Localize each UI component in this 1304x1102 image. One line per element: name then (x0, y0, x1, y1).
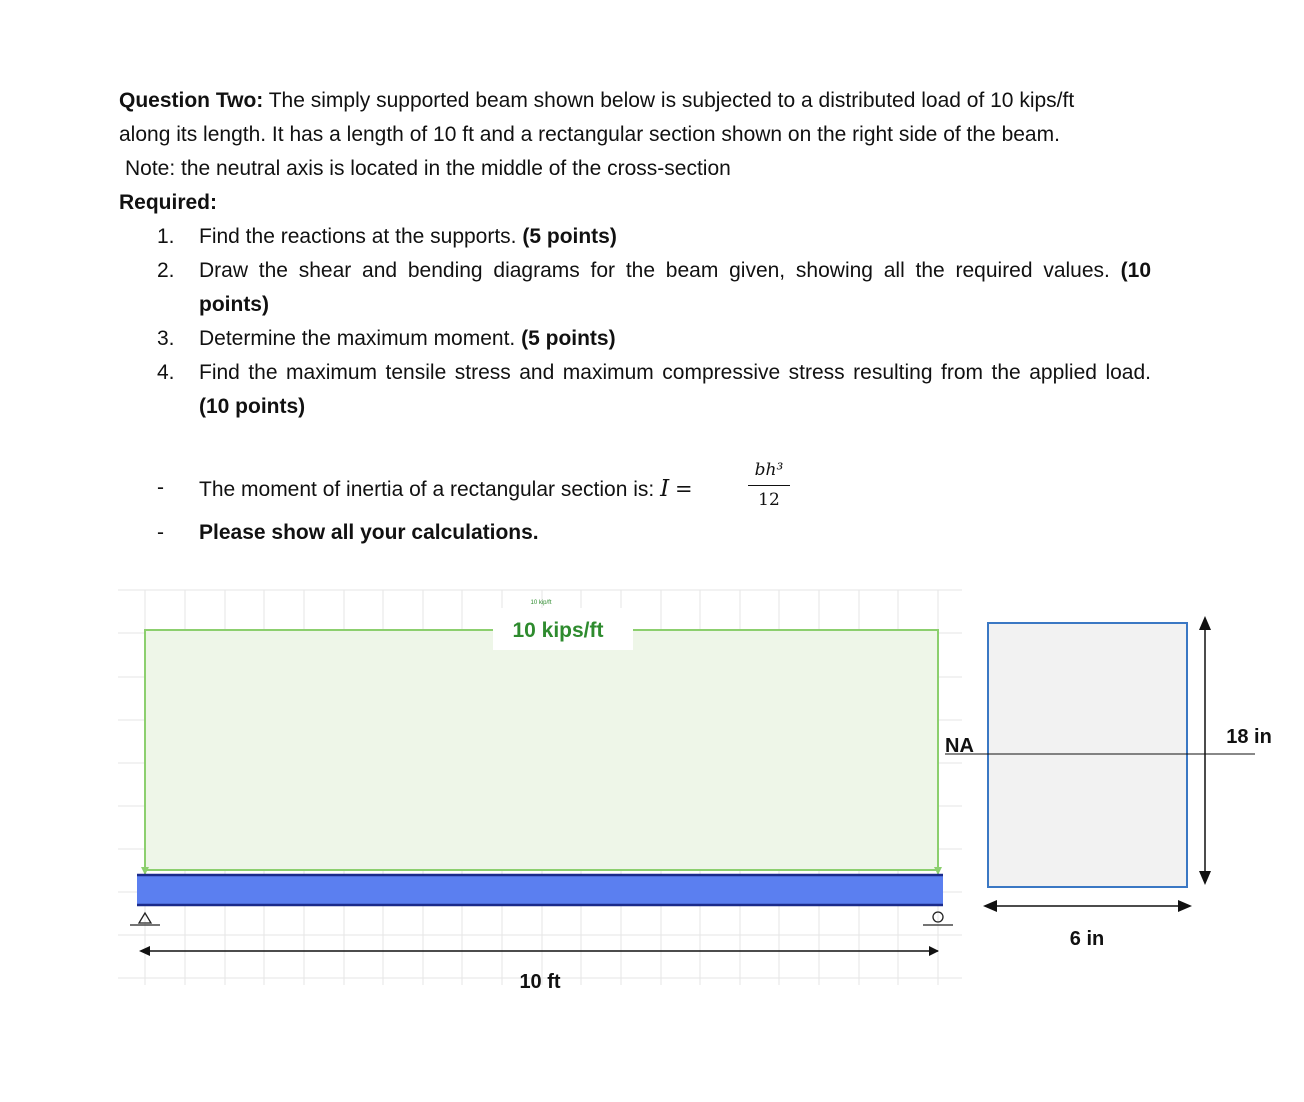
formula-denominator: 12 (758, 490, 780, 510)
item-number: 3. (157, 327, 175, 350)
item-number: 1. (157, 225, 175, 248)
item-text: Find the maximum tensile stress and maximum compressive stress resulting from the applied load. (199, 361, 1151, 384)
question-heading: Question Two: (119, 89, 264, 112)
load-small-label: 10 kip/ft (530, 600, 552, 606)
item-points: (10 points) (199, 259, 1151, 316)
height-arrow-top (1199, 616, 1211, 630)
width-arrow-left (983, 900, 997, 912)
item-points: (10 points) (199, 395, 306, 418)
na-label: NA (945, 735, 974, 757)
question-line2: along its length. It has a length of 10 ft and a rectangular section shown on the right side of the beam. (119, 123, 1060, 146)
question-note: Note: the neutral axis is located in the middle of the cross-section (125, 157, 731, 180)
item-points: (5 points) (522, 225, 617, 248)
required-label: Required: (119, 191, 218, 214)
item-number: 2. (157, 259, 175, 282)
width-arrow-right (1178, 900, 1192, 912)
distributed-load (145, 630, 938, 870)
formula-lhs: I (660, 476, 670, 502)
height-label: 18 in (1226, 726, 1272, 748)
note-dash: - (157, 476, 164, 499)
load-label: 10 kips/ft (512, 619, 604, 642)
cross-section (988, 623, 1187, 887)
item-text: Determine the maximum moment. (199, 327, 522, 350)
formula-numerator: bh³ (754, 460, 784, 480)
width-label: 6 in (1069, 928, 1105, 950)
note-dash: - (157, 521, 164, 544)
height-arrow-bottom (1199, 871, 1211, 885)
note-text: The moment of inertia of a rectangular section is: (199, 478, 661, 501)
beam (137, 874, 943, 906)
item-number: 4. (157, 361, 175, 384)
span-label: 10 ft (519, 971, 561, 993)
item-points: (5 points) (521, 327, 616, 350)
item-text: Draw the shear and bending diagrams for the beam given, showing all the required values. (199, 259, 1121, 282)
item-text: Find the reactions at the supports. (199, 225, 523, 248)
formula-eq: = (675, 477, 693, 501)
note-calculations-text: Please show all your calculations. (199, 521, 539, 544)
question-line1: The simply supported beam shown below is subjected to a distributed load of 10 kips/ft (263, 89, 1075, 112)
